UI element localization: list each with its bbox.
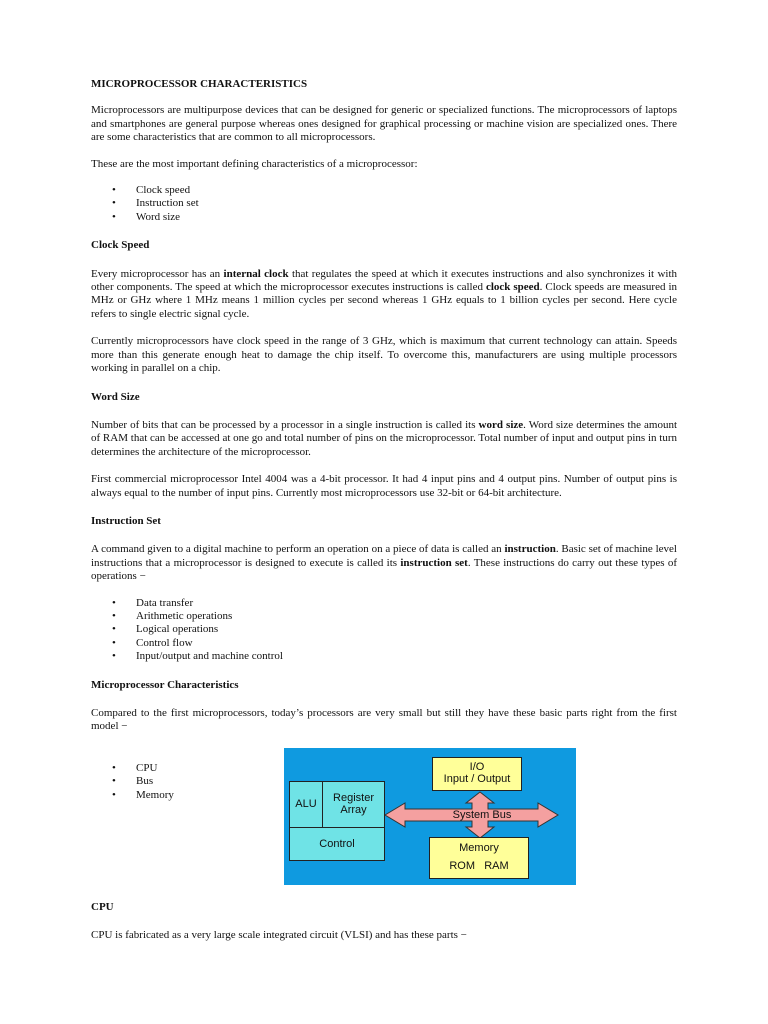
list-item: • Control flow [91,637,677,650]
word-size-paragraph-1: Number of bits that can be processed by a processor in a single instruction is called its word size. Word size determines the amount of RAM that can be accessed at one go and total number of pins on the microprocessor. Total number of input and output pins in turn determines the architecture of the microprocessor. [91,418,678,458]
cpu-paragraph: CPU is fabricated as a very large scale integrated circuit (VLSI) and has these parts − [91,929,467,942]
list-item: • Bus [91,775,251,788]
intro-paragraph: Microprocessors are multipurpose devices that can be designed for generic or specialized functions. The microprocessors of laptops and smartphones are general purpose whereas ones designed for graphical processing or machine vision are specialized ones. There are some characteristics that are common to all microprocessors. [91,104,677,144]
clock-speed-heading: Clock Speed [91,239,150,252]
parts-paragraph: Compared to the first microprocessors, today’s processors are very small but still they have these basic parts right from the first model − [91,707,677,733]
list-item: • Memory [91,789,251,802]
document-title: MICROPROCESSOR CHARACTERISTICS [91,78,308,90]
document-content [91,78,677,943]
word-size-heading: Word Size [91,390,140,403]
parts-list [91,762,251,802]
characteristics-lead: These are the most important defining characteristics of a microprocessor: [91,157,418,170]
io-label: I/O [469,760,485,773]
clock-speed-paragraph-1: Every microprocessor has an internal clock that regulates the speed at which it executes instructions and also synchronizes it with other components. The speed at which the microprocessor executes instructions is called clock speed. Clock speeds are measured in MHz or GHz where 1 MHz means 1 million cycles per second whereas 1 GHz equals to 1 billion cycles per second. Here cycle refers to single electric signal cycle. [91,267,678,320]
list-item: • Input/output and machine control [91,650,677,663]
cpu-heading: CPU [91,900,114,913]
io-sub-label: Input / Output [443,772,511,785]
microprocessor-diagram [284,748,576,885]
memory-box [429,837,529,879]
clock-speed-paragraph-2: Currently microprocessors have clock speed in the range of 3 GHz, which is maximum that current technology can attain. Speeds more than this generate enough heat to damage the chip itself. To overcome this, manufacturers are using multiple processors working in parallel on a chip. [91,335,677,375]
list-item: • Clock speed [91,184,677,197]
io-box [432,757,522,791]
memory-sub-label: ROM RAM [449,859,509,872]
parts-heading: Microprocessor Characteristics [91,678,239,691]
characteristics-list [91,184,677,224]
parts-section [91,748,677,888]
list-item: • Arithmetic operations [91,610,677,623]
list-item: • CPU [91,762,251,775]
operations-list [91,597,677,664]
instruction-set-paragraph: A command given to a digital machine to perform an operation on a piece of data is called an instruction. Basic set of machine level instructions that a microprocessor is designed to execute is called its instruction set. These instructions do carry out these types of operations − [91,543,678,583]
memory-label: Memory [459,841,499,854]
register-label: Register Array [333,792,374,817]
list-item: • Logical operations [91,623,677,636]
list-item: • Instruction set [91,197,677,210]
control-box [289,827,385,861]
list-item: • Data transfer [91,597,677,610]
alu-box [289,781,323,828]
system-bus-label: System Bus [452,808,512,821]
list-item: • Word size [91,211,677,224]
control-label: Control [319,837,355,850]
word-size-paragraph-2: First commercial microprocessor Intel 4004 was a 4-bit processor. It had 4 input pins and 4 output pins. Number of output pins is always equal to the number of input pins. Currently most microprocessors use 32-bit or 64-bit architecture. [91,473,677,499]
alu-label: ALU [295,798,317,811]
instruction-set-heading: Instruction Set [91,514,161,527]
register-array-box [322,781,385,828]
